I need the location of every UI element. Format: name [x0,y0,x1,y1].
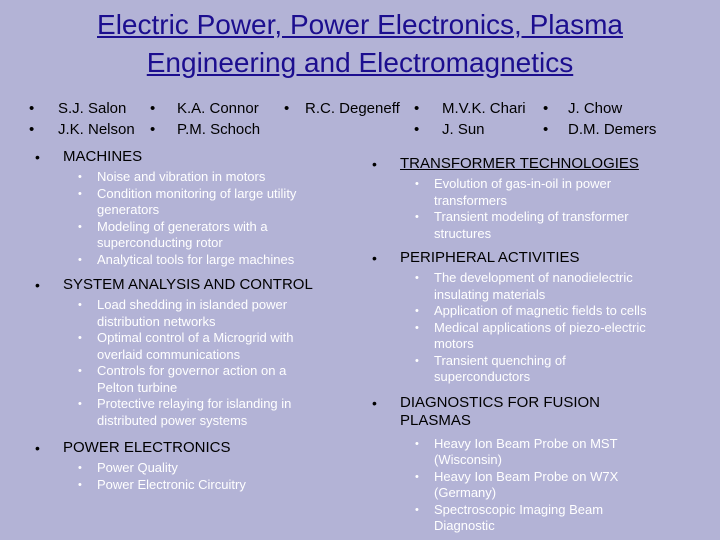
faculty-names [0,98,720,142]
faculty-name: S.J. Salon [58,100,127,117]
faculty-name: M.V.K. Chari [442,100,526,117]
bullet: • [543,121,549,138]
section-heading-transformer: • TRANSFORMER TECHNOLOGIES [372,155,639,172]
right-column [372,155,700,535]
list-item: • Power Quality [78,460,178,475]
list-item: • Spectroscopic Imaging Beam Diagnostic [415,501,604,533]
faculty-name: K.A. Connor [177,100,259,117]
list-item: • Application of magnetic fields to cells [415,303,647,318]
list-item: • Optimal control of a Microgrid with overlaid communications [78,330,294,362]
section-heading-system-analysis: • SYSTEM ANALYSIS AND CONTROL [35,276,313,293]
faculty-name: R.C. Degeneff [305,100,400,117]
bullet: • [284,100,290,117]
title-line-2: Engineering and Electromagnetics [146,47,574,78]
list-item: • Noise and vibration in motors [78,169,266,184]
bullet: • [372,156,377,172]
bullet: • [372,250,377,266]
list-item: • Analytical tools for large machines [78,251,295,267]
faculty-name: J.K. Nelson [58,121,135,138]
section-heading-diagnostics: • DIAGNOSTICS FOR FUSION PLASMAS [372,393,601,429]
list-item: • Heavy Ion Beam Probe on MST (Wisconsin) [415,435,618,467]
bullet: • [414,121,420,138]
bullet: • [414,100,420,117]
list-item: • Transient quenching of superconductors [415,352,566,384]
list-item: • Modeling of generators with a superconducting rotor [78,218,268,250]
left-column [35,148,353,493]
faculty-name: J. Chow [568,100,623,117]
list-item: • Evolution of gas-in-oil in power transformers [415,176,612,208]
list-item: • Heavy Ion Beam Probe on W7X (Germany) [415,468,619,500]
bullet: • [150,121,156,138]
title-line-1: Electric Power, Power Electronics, Plasma [97,9,623,40]
list-item: • Condition monitoring of large utility generators [78,185,297,217]
faculty-name: J. Sun [442,121,485,138]
list-item: • The development of nanodielectric insulating materials [415,270,633,302]
list-item: • Protective relaying for islanding in distributed power systems [78,396,292,428]
list-item: • Load shedding in islanded power distribution networks [78,297,288,329]
section-heading-peripheral: • PERIPHERAL ACTIVITIES [372,249,580,266]
bullet: • [29,100,35,117]
list-item: • Transient modeling of transformer structures [415,209,629,241]
section-heading-machines: • MACHINES [35,148,143,165]
bullet: • [150,100,156,117]
bullet: • [372,394,377,411]
faculty-name: D.M. Demers [568,121,657,138]
bullet: • [543,100,549,117]
bullet: • [35,277,40,293]
list-item: • Controls for governor action on a Pelton turbine [78,363,287,395]
bullet: • [29,121,35,138]
slide-title [0,6,720,82]
bullet: • [35,440,40,456]
bullet: • [35,149,40,165]
list-item: • Medical applications of piezo-electric motors [415,319,646,351]
list-item: • Power Electronic Circuitry [78,476,246,492]
section-heading-power-electronics: • POWER ELECTRONICS [35,439,231,456]
faculty-name: P.M. Schoch [177,121,261,138]
